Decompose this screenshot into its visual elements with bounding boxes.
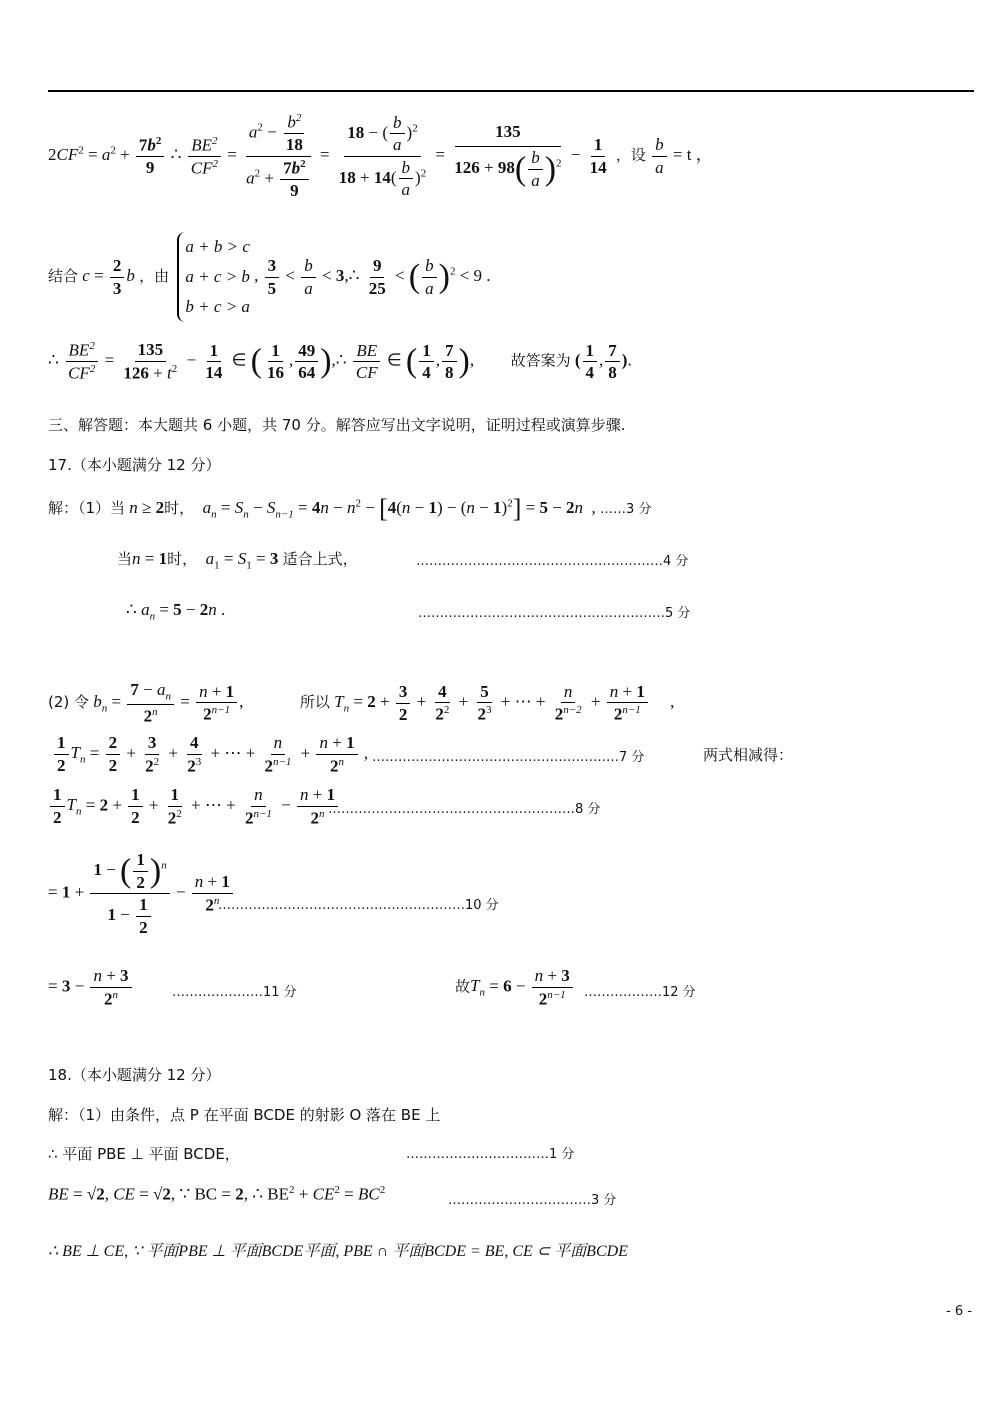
q17-half-t-line: $\frac{1}{2}$ $T_n$ = $\frac{2}{2}$ + $\frac{3}{2^2}$ + $\frac{4}{2^3}$ + ⋯ + $\frac{n}{2^{n-1}}$ + $\frac{n + 1}{2^n}$ , (52, 733, 368, 776)
t-text: = t ， (672, 145, 713, 165)
q17-1-when: 时， (164, 498, 195, 517)
q17-p5-score: …………………………………………………10 分 (218, 898, 499, 913)
q17-line-1: 解：（1）当 n ≥ 2时， $a_n = S_n - S_{n-1} = 4n - n^2 - [4(n - 1) - (n - 1)^2] = 5 - 2n$ , ……3 分 (48, 494, 652, 523)
q17-1-prefix: 解：（1）当 (48, 498, 126, 517)
page-number: - 6 - (946, 1304, 972, 1319)
q17-2-score: …………………………………………………4 分 (416, 554, 689, 569)
section-3-heading: 三、解答题：本大题共 6 小题，共 70 分。解答应写出文字说明，证明过程或演算步骤. (48, 416, 626, 434)
q17-2-fit: 适合上式， (282, 550, 358, 568)
eq-line-3: ∴ $\frac{BE^2}{CF^2}$ = $\frac{135}{126 + t^2}$ − $\frac{1}{14}$ ∈ ( $\frac{1}{16}$ , $\frac{49}{64}$ ),∴ $\frac{BE}{CF}$ ∈ ( $\frac{1}{4}$ , $\frac{7}{8}$ ), 故答案为 ( $\frac{1}{4}$ , $\frac{7}{8}$ ). (48, 340, 632, 383)
ineq-1: a + b > c (185, 237, 250, 256)
q18-line-1: 解：（1）由条件，点 P 在平面 BCDE 的射影 O 落在 BE 上 (48, 1106, 441, 1124)
answer-label: 故答案为 (510, 351, 571, 370)
ineq-3: b + c > a (185, 297, 250, 316)
q18-3-score: ……………………………3 分 (448, 1193, 617, 1208)
q17-part2-line: (2) 令 $b_n$ = $\frac{7 - a_n}{2^n}$ = $\frac{n + 1}{2^{n-1}}$ , 所以 $T_n = 2$ + $\frac{3}{2}$ + $\frac{4}{2^2}$ + $\frac{5}{2^3}$ + ⋯ + $\frac{n}{2^{n-2}}$ + $\frac{n + 1}{2^{n-1}}$ , (48, 680, 675, 726)
header-rule (48, 90, 974, 92)
q18-line-2: ∴ 平面 PBE ⊥ 平面 BCDE， (48, 1145, 240, 1163)
ineq-2: a + c > b (185, 267, 250, 286)
eq-line-1: $2CF^2 = a^2$ + $\frac{7b^2}{9}$ ∴ $\frac{BE^2}{CF^2}$ = $a^2$ − $\frac{b^2}{18}$ $a^2$ + $\frac{7b^2}{9}$ = 18 − ( $\frac{b}{a}$ )$^2$ 18 + 14( $\frac{b}{a}$ )$^2$ = 135 126 + 98( $\frac{b}{a}$ )$^2$ − $\frac{1}{14}$ ，设 $\frac{b}{a}$ = t ， (48, 112, 713, 200)
q17-p6-so: 故 (455, 977, 471, 996)
q17-line-3: ∴ $a_n = 5 - 2n$ . (126, 600, 226, 623)
q17-p3-score: …………………………………………………7 分 (372, 750, 645, 765)
q17-result-line: 故$T_n = 6$ − $\frac{n + 3}{2^{n-1}}$ (455, 966, 575, 1009)
q17-geo-line: = 1 + 1 − ( $\frac{1}{2}$ )$^n$ 1 − $\frac{1}{2}$ − $\frac{n + 1}{2^n}$ (48, 850, 235, 937)
q17-title: 17.（本小题满分 12 分） (48, 456, 221, 474)
q17-p6-score: …………………11 分 (172, 985, 297, 1000)
q18-line-4: ∴ BE ⊥ CE, ∵ 平面PBE ⊥ 平面BCDE平面, PBE ∩ 平面BCDE = BE, CE ⊂ 平面BCDE (48, 1243, 628, 1260)
q18-2-score: ……………………………1 分 (406, 1147, 575, 1162)
q17-3-score: …………………………………………………5 分 (418, 606, 691, 621)
eq-line-2: 结合 c = $\frac{2}{3}$ b ，由 a + b > c a + c > b b + c > a , $\frac{3}{5}$ < $\frac{b}{a}$ < 3,∴ $\frac{9}{25}$ < ( $\frac{b}{a}$ )$^2$ < 9 . (48, 232, 491, 322)
combine-text: 结合 (48, 266, 79, 285)
set-text: ，设 (615, 146, 646, 165)
q17-diff-line: $\frac{1}{2}$ $T_n = 2$ + $\frac{1}{2}$ + $\frac{1}{2^2}$ + ⋯ + $\frac{n}{2^{n-1}}$ − $\frac{n + 1}{2^n}$ (48, 785, 340, 828)
q17-p2-so: 所以 (299, 693, 330, 712)
q17-final-line: = 3 − $\frac{n + 3}{2^n}$ (48, 966, 134, 1009)
q17-p2-prefix: (2) 令 (48, 693, 90, 712)
q18-line-3: BE = √2, CE = √2, ∵ BC = 2, ∴ $BE^2 + CE^2 = BC^2$ (48, 1184, 386, 1204)
q17-2-prefix: 当 (117, 550, 133, 568)
q17-p6-score2: ………………12 分 (584, 985, 696, 1000)
q18-title: 18.（本小题满分 12 分） (48, 1066, 221, 1084)
q17-p3-sub: 两式相减得： (703, 746, 794, 764)
q17-1-score: ……3 分 (600, 501, 652, 517)
inequality-system (177, 232, 250, 322)
q17-line-2: 当n = 1时， $a_1 = S_1 = 3$ 适合上式， (117, 549, 358, 572)
q17-2-when: 时， (167, 550, 198, 568)
ineq-rest: < 9 . (459, 265, 491, 285)
by-text: ，由 (139, 266, 170, 285)
q17-p4-score: …………………………………………………8 分 (328, 802, 601, 817)
